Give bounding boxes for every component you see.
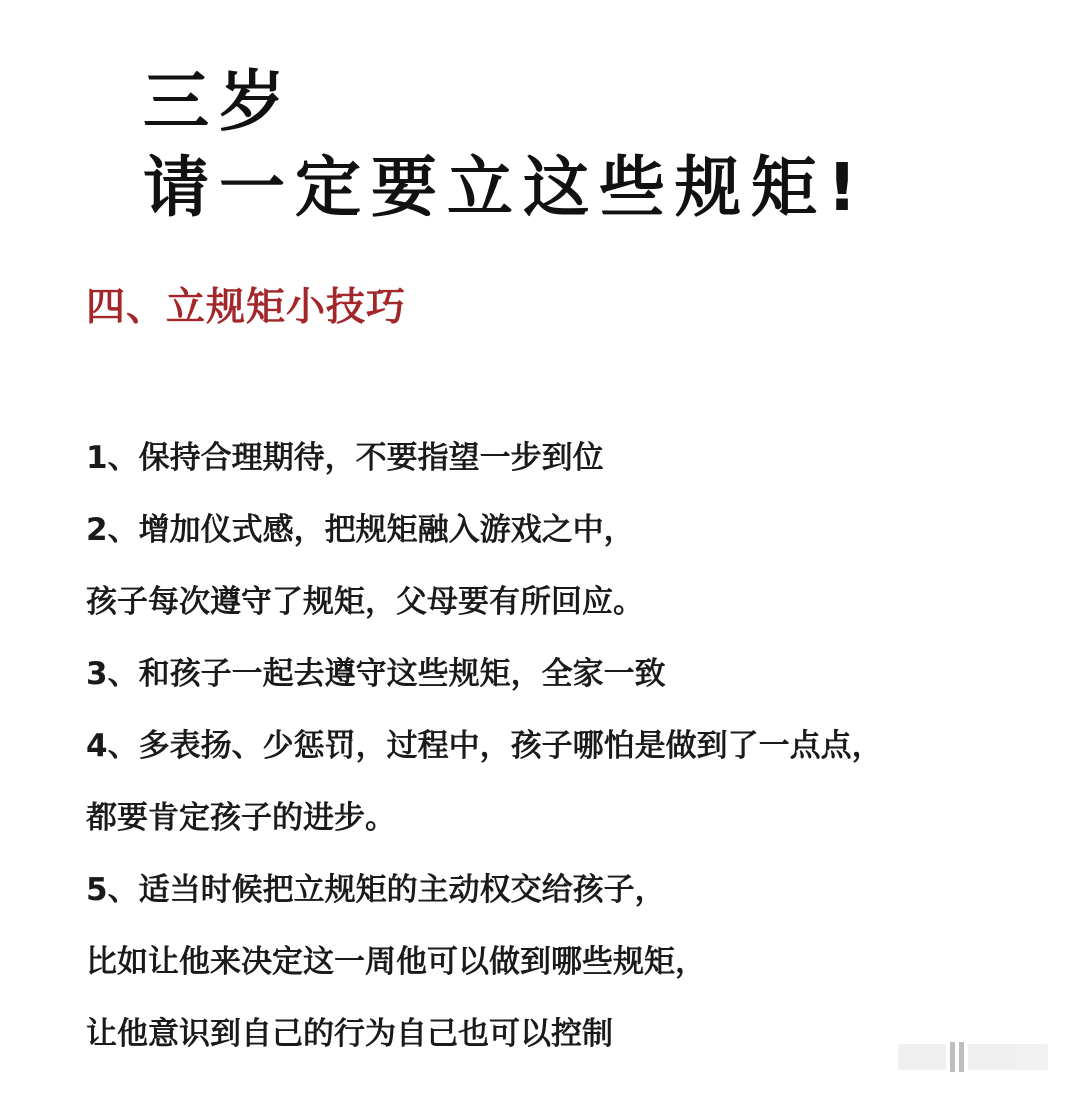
watermark <box>898 1040 1058 1074</box>
watermark-block <box>968 1044 1048 1070</box>
watermark-bar <box>959 1042 964 1072</box>
tip-4-continued: 都要肯定孩子的进步。 <box>86 800 396 836</box>
tip-4: 4、多表扬、少惩罚，过程中，孩子哪怕是做到了一点点， <box>86 728 883 764</box>
tip-5: 5、适当时候把立规矩的主动权交给孩子， <box>86 872 666 908</box>
tip-5-continued-2: 让他意识到自己的行为自己也可以控制 <box>86 1016 613 1052</box>
page-title-line-1: 三岁 <box>143 63 295 140</box>
tip-3: 3、和孩子一起去遵守这些规矩，全家一致 <box>86 656 666 692</box>
tip-5-continued-1: 比如让他来决定这一周他可以做到哪些规矩， <box>86 944 706 980</box>
section-heading: 四、立规矩小技巧 <box>86 285 407 330</box>
watermark-block <box>898 1044 946 1070</box>
tip-2-continued: 孩子每次遵守了规矩，父母要有所回应。 <box>86 584 644 620</box>
watermark-bar <box>950 1042 955 1072</box>
tips-list <box>86 428 883 1076</box>
page-title-line-2: 请一定要立这些规矩! <box>143 149 868 226</box>
tip-2: 2、增加仪式感，把规矩融入游戏之中， <box>86 512 635 548</box>
tip-1: 1、保持合理期待，不要指望一步到位 <box>86 440 604 476</box>
